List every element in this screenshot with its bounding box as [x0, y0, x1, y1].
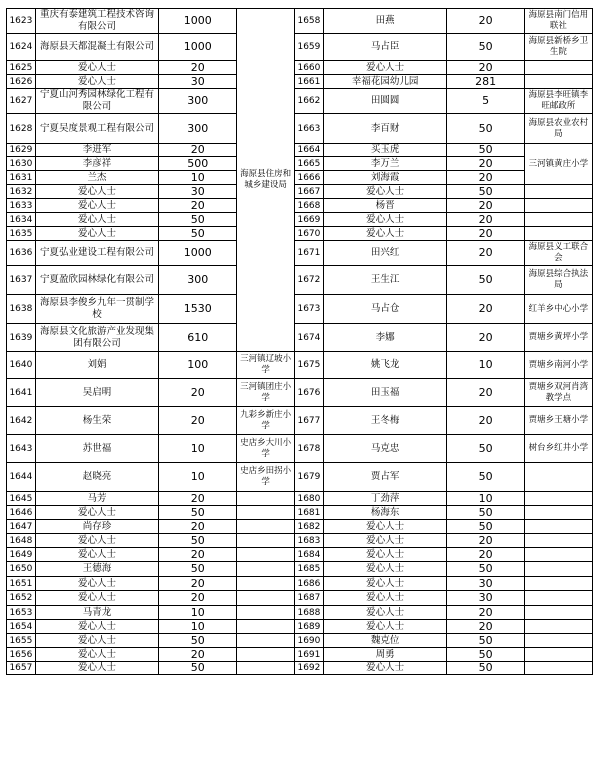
donor-name: 海原县文化旅游产业发现集团有限公司 [35, 324, 159, 352]
organizer-unit: 三河镇辽坡小学 [237, 352, 295, 379]
donor-name: 宁夏弘业建设工程有限公司 [35, 241, 159, 266]
donation-amount: 10 [447, 492, 524, 506]
donation-amount: 10 [159, 620, 237, 634]
organizer-unit-empty [524, 506, 592, 520]
donation-amount: 50 [447, 648, 524, 662]
donation-amount: 50 [447, 520, 524, 534]
table-row [7, 606, 593, 620]
entry-number: 1680 [295, 492, 324, 506]
donor-name: 贾占军 [323, 463, 447, 492]
donation-amount: 1000 [159, 241, 237, 266]
organizer-unit-empty [524, 577, 592, 591]
entry-number: 1664 [295, 144, 324, 157]
organizer-unit-empty [237, 548, 295, 562]
entry-number: 1649 [7, 548, 36, 562]
donor-name: 海原县天都混凝土有限公司 [35, 34, 159, 61]
donation-amount: 50 [159, 562, 237, 577]
donation-amount: 50 [447, 662, 524, 675]
organizer-unit: 三河镇团庄小学 [237, 379, 295, 407]
entry-number: 1634 [7, 213, 36, 227]
donor-name: 赵晓亮 [35, 463, 159, 492]
organizer-unit: 贾塘乡南河小学 [524, 352, 592, 379]
donation-amount: 20 [447, 324, 524, 352]
entry-number: 1678 [295, 435, 324, 463]
entry-number: 1642 [7, 407, 36, 435]
donor-name: 马芳 [35, 492, 159, 506]
donor-name: 苏世福 [35, 435, 159, 463]
donor-name: 幸福花园幼儿园 [323, 75, 447, 89]
entry-number: 1668 [295, 199, 324, 213]
donor-name: 田燕 [323, 9, 447, 34]
donation-amount: 20 [447, 620, 524, 634]
donor-name: 爱心人士 [323, 213, 447, 227]
donation-amount: 50 [159, 534, 237, 548]
donor-name: 爱心人士 [35, 506, 159, 520]
entry-number: 1676 [295, 379, 324, 407]
donor-name: 周勇 [323, 648, 447, 662]
donation-amount: 610 [159, 324, 237, 352]
donor-name: 爱心人士 [323, 520, 447, 534]
entry-number: 1632 [7, 185, 36, 199]
donor-name: 爱心人士 [323, 534, 447, 548]
entry-number: 1650 [7, 562, 36, 577]
table-row [7, 577, 593, 591]
organizer-unit-empty [524, 620, 592, 634]
organizer-unit-empty [237, 648, 295, 662]
entry-number: 1674 [295, 324, 324, 352]
donor-name: 爱心人士 [323, 577, 447, 591]
entry-number: 1666 [295, 171, 324, 185]
donor-name: 买玉虎 [323, 144, 447, 157]
table-row [7, 662, 593, 675]
donor-name: 杨晋 [323, 199, 447, 213]
donor-name: 丁劲萍 [323, 492, 447, 506]
entry-number: 1628 [7, 114, 36, 144]
table-row [7, 89, 593, 114]
entry-number: 1662 [295, 89, 324, 114]
donation-amount: 50 [159, 506, 237, 520]
donation-amount: 50 [447, 463, 524, 492]
donor-name: 李娜 [323, 324, 447, 352]
donation-amount: 10 [159, 606, 237, 620]
organizer-unit-empty [237, 577, 295, 591]
organizer-unit: 贾塘乡双河肖湾教学点 [524, 379, 592, 407]
entry-number: 1677 [295, 407, 324, 435]
donation-amount: 20 [447, 9, 524, 34]
donation-amount: 20 [447, 548, 524, 562]
entry-number: 1669 [295, 213, 324, 227]
entry-number: 1653 [7, 606, 36, 620]
organizer-unit: 九彩乡新庄小学 [237, 407, 295, 435]
organizer-unit-empty [237, 492, 295, 506]
donor-name: 爱心人士 [35, 548, 159, 562]
entry-number: 1635 [7, 227, 36, 241]
entry-number: 1630 [7, 157, 36, 171]
entry-number: 1665 [295, 157, 324, 171]
table-row [7, 591, 593, 606]
table-row [7, 520, 593, 534]
table-row [7, 266, 593, 295]
donation-amount: 10 [159, 463, 237, 492]
table-row [7, 506, 593, 520]
donation-amount: 20 [447, 534, 524, 548]
donation-amount: 50 [159, 227, 237, 241]
entry-number: 1681 [295, 506, 324, 520]
organizer-unit: 三河镇黄庄小学 [524, 144, 592, 185]
donor-name: 马克忠 [323, 435, 447, 463]
donor-name: 爱心人士 [35, 648, 159, 662]
entry-number: 1652 [7, 591, 36, 606]
entry-number: 1691 [295, 648, 324, 662]
organizer-unit-empty [524, 548, 592, 562]
entry-number: 1643 [7, 435, 36, 463]
donation-amount: 50 [159, 634, 237, 648]
organizer-unit-empty [237, 534, 295, 548]
organizer-unit-empty [524, 492, 592, 506]
entry-number: 1683 [295, 534, 324, 548]
donation-amount: 50 [447, 506, 524, 520]
donor-name: 李彦祥 [35, 157, 159, 171]
organizer-unit: 海原县李旺镇李旺邮政所 [524, 89, 592, 114]
donor-name: 魏克位 [323, 634, 447, 648]
table-row [7, 227, 593, 241]
organizer-unit-empty [524, 662, 592, 675]
organizer-unit: 海原县新桥乡卫生院 [524, 34, 592, 61]
organizer-unit-empty [524, 520, 592, 534]
organizer-unit-empty [524, 534, 592, 548]
donor-name: 吴启明 [35, 379, 159, 407]
donation-amount: 30 [159, 75, 237, 89]
donor-name: 爱心人士 [35, 213, 159, 227]
donation-amount: 50 [447, 185, 524, 199]
donation-amount: 30 [447, 591, 524, 606]
entry-number: 1663 [295, 114, 324, 144]
table-row [7, 463, 593, 492]
donation-amount: 50 [159, 213, 237, 227]
table-row [7, 634, 593, 648]
organizer-unit-empty [237, 620, 295, 634]
table-row [7, 171, 593, 185]
donation-amount: 1000 [159, 34, 237, 61]
entry-number: 1629 [7, 144, 36, 157]
organizer-unit-empty [237, 562, 295, 577]
entry-number: 1654 [7, 620, 36, 634]
donor-name: 姚飞龙 [323, 352, 447, 379]
table-row [7, 9, 593, 34]
entry-number: 1636 [7, 241, 36, 266]
entry-number: 1661 [295, 75, 324, 89]
donation-amount: 20 [447, 61, 524, 75]
donation-amount: 10 [159, 171, 237, 185]
entry-number: 1633 [7, 199, 36, 213]
donation-amount: 20 [159, 577, 237, 591]
donation-amount: 20 [447, 199, 524, 213]
table-row [7, 435, 593, 463]
donation-table [6, 8, 593, 675]
donor-name: 刘娟 [35, 352, 159, 379]
donor-name: 王德海 [35, 562, 159, 577]
donation-amount: 50 [447, 435, 524, 463]
entry-number: 1640 [7, 352, 36, 379]
entry-number: 1646 [7, 506, 36, 520]
table-row [7, 352, 593, 379]
donor-name: 马占臣 [323, 34, 447, 61]
entry-number: 1625 [7, 61, 36, 75]
organizer-unit-empty [524, 227, 592, 241]
entry-number: 1690 [295, 634, 324, 648]
donor-name: 爱心人士 [35, 75, 159, 89]
donor-name: 爱心人士 [35, 227, 159, 241]
organizer-unit: 史店乡大川小学 [237, 435, 295, 463]
entry-number: 1639 [7, 324, 36, 352]
organizer-unit: 海原县义工联合会 [524, 241, 592, 266]
organizer-unit-empty [237, 520, 295, 534]
table-row [7, 114, 593, 144]
entry-number: 1660 [295, 61, 324, 75]
entry-number: 1641 [7, 379, 36, 407]
entry-number: 1687 [295, 591, 324, 606]
entry-number: 1637 [7, 266, 36, 295]
entry-number: 1685 [295, 562, 324, 577]
entry-number: 1672 [295, 266, 324, 295]
donation-amount: 50 [447, 634, 524, 648]
donor-name: 爱心人士 [35, 185, 159, 199]
donor-name: 爱心人士 [323, 662, 447, 675]
entry-number: 1686 [295, 577, 324, 591]
donation-amount: 10 [159, 435, 237, 463]
donor-name: 爱心人士 [323, 606, 447, 620]
organizer-unit-empty [524, 634, 592, 648]
donor-name: 爱心人士 [323, 61, 447, 75]
donation-amount: 50 [447, 144, 524, 157]
donor-name: 爱心人士 [323, 227, 447, 241]
donor-name: 爱心人士 [323, 548, 447, 562]
table-row [7, 157, 593, 171]
donation-amount: 50 [447, 34, 524, 61]
donor-name: 杨海东 [323, 506, 447, 520]
donation-amount: 20 [447, 379, 524, 407]
entry-number: 1656 [7, 648, 36, 662]
organizer-unit-empty [237, 662, 295, 675]
entry-number: 1659 [295, 34, 324, 61]
entry-number: 1655 [7, 634, 36, 648]
entry-number: 1692 [295, 662, 324, 675]
donor-name: 爱心人士 [35, 199, 159, 213]
donor-name: 刘海霞 [323, 171, 447, 185]
donation-amount: 10 [447, 352, 524, 379]
donor-name: 海原县李俊乡九年一贯制学校 [35, 295, 159, 324]
donation-amount: 20 [159, 61, 237, 75]
donation-amount: 300 [159, 89, 237, 114]
entry-number: 1675 [295, 352, 324, 379]
donation-amount: 30 [447, 577, 524, 591]
entry-number: 1623 [7, 9, 36, 34]
donor-name: 爱心人士 [323, 620, 447, 634]
organizer-unit-empty [524, 562, 592, 577]
donation-amount: 50 [447, 266, 524, 295]
entry-number: 1624 [7, 34, 36, 61]
donation-amount: 20 [447, 241, 524, 266]
donation-amount: 20 [159, 648, 237, 662]
organizer-unit-empty [237, 591, 295, 606]
donation-rows [7, 9, 593, 675]
organizer-unit-empty [237, 606, 295, 620]
table-row [7, 324, 593, 352]
donor-name: 爱心人士 [35, 634, 159, 648]
donation-amount: 20 [447, 606, 524, 620]
table-row [7, 492, 593, 506]
donor-name: 田玉福 [323, 379, 447, 407]
donor-name: 爱心人士 [35, 591, 159, 606]
entry-number: 1673 [295, 295, 324, 324]
donor-name: 重庆有泰建筑工程技术咨询有限公司 [35, 9, 159, 34]
entry-number: 1648 [7, 534, 36, 548]
donation-amount: 50 [447, 114, 524, 144]
donation-amount: 300 [159, 266, 237, 295]
organizer-unit: 海原县住房和城乡建设局 [237, 9, 295, 352]
organizer-unit-empty [524, 463, 592, 492]
donor-name: 田兴红 [323, 241, 447, 266]
entry-number: 1658 [295, 9, 324, 34]
donation-amount: 20 [447, 227, 524, 241]
table-row [7, 620, 593, 634]
donor-name: 爱心人士 [323, 591, 447, 606]
table-row [7, 185, 593, 199]
donation-amount: 1530 [159, 295, 237, 324]
entry-number: 1651 [7, 577, 36, 591]
organizer-unit-empty [524, 75, 592, 89]
donor-name: 王生江 [323, 266, 447, 295]
table-row [7, 75, 593, 89]
donation-amount: 20 [447, 213, 524, 227]
entry-number: 1689 [295, 620, 324, 634]
entry-number: 1671 [295, 241, 324, 266]
donation-amount: 281 [447, 75, 524, 89]
donation-amount: 50 [159, 662, 237, 675]
donation-amount: 20 [447, 157, 524, 171]
organizer-unit-empty [524, 213, 592, 227]
donor-name: 爱心人士 [35, 662, 159, 675]
organizer-unit-empty [237, 634, 295, 648]
donation-amount: 20 [447, 407, 524, 435]
donor-name: 田圆圆 [323, 89, 447, 114]
donor-name: 杨生荣 [35, 407, 159, 435]
donor-name: 宁夏山河秀园林绿化工程有限公司 [35, 89, 159, 114]
donor-name: 马青龙 [35, 606, 159, 620]
table-row [7, 213, 593, 227]
donation-amount: 20 [447, 295, 524, 324]
entry-number: 1631 [7, 171, 36, 185]
organizer-unit-empty [524, 591, 592, 606]
table-row [7, 562, 593, 577]
donation-amount: 20 [159, 548, 237, 562]
organizer-unit-empty [524, 61, 592, 75]
entry-number: 1627 [7, 89, 36, 114]
table-row [7, 407, 593, 435]
organizer-unit-empty [524, 199, 592, 213]
entry-number: 1638 [7, 295, 36, 324]
donation-amount: 20 [159, 379, 237, 407]
donation-amount: 5 [447, 89, 524, 114]
donation-amount: 20 [159, 144, 237, 157]
donation-amount: 20 [159, 407, 237, 435]
donor-name: 爱心人士 [323, 562, 447, 577]
table-row [7, 241, 593, 266]
table-row [7, 295, 593, 324]
donation-amount: 300 [159, 114, 237, 144]
table-row [7, 199, 593, 213]
donor-name: 李万兰 [323, 157, 447, 171]
entry-number: 1679 [295, 463, 324, 492]
organizer-unit: 海原县农业农村局 [524, 114, 592, 144]
table-row [7, 34, 593, 61]
entry-number: 1645 [7, 492, 36, 506]
organizer-unit-empty [237, 506, 295, 520]
organizer-unit: 贾塘乡王塘小学 [524, 407, 592, 435]
donation-amount: 20 [159, 520, 237, 534]
entry-number: 1684 [295, 548, 324, 562]
donation-amount: 100 [159, 352, 237, 379]
donor-name: 爱心人士 [323, 185, 447, 199]
donor-name: 爱心人士 [35, 577, 159, 591]
table-row [7, 379, 593, 407]
organizer-unit-empty [524, 606, 592, 620]
donation-amount: 20 [159, 199, 237, 213]
organizer-unit-empty [524, 648, 592, 662]
organizer-unit: 贾塘乡黄坪小学 [524, 324, 592, 352]
donor-name: 宁夏吴度景观工程有限公司 [35, 114, 159, 144]
donor-name: 李百财 [323, 114, 447, 144]
donation-amount: 30 [159, 185, 237, 199]
donation-amount: 20 [159, 492, 237, 506]
donation-amount: 500 [159, 157, 237, 171]
table-row [7, 648, 593, 662]
table-row [7, 144, 593, 157]
donor-name: 爱心人士 [35, 534, 159, 548]
entry-number: 1644 [7, 463, 36, 492]
organizer-unit: 海原县综合执法局 [524, 266, 592, 295]
organizer-unit: 史店乡田拐小学 [237, 463, 295, 492]
organizer-unit-empty [524, 185, 592, 199]
donor-name: 尚存珍 [35, 520, 159, 534]
donor-name: 李进军 [35, 144, 159, 157]
table-row [7, 61, 593, 75]
donor-name: 宁夏盈欣园林绿化有限公司 [35, 266, 159, 295]
donor-name: 马占仓 [323, 295, 447, 324]
donor-name: 王冬梅 [323, 407, 447, 435]
donation-amount: 1000 [159, 9, 237, 34]
entry-number: 1657 [7, 662, 36, 675]
donor-name: 爱心人士 [35, 620, 159, 634]
donation-amount: 20 [447, 171, 524, 185]
donation-amount: 20 [159, 591, 237, 606]
entry-number: 1626 [7, 75, 36, 89]
entry-number: 1670 [295, 227, 324, 241]
organizer-unit: 红羊乡中心小学 [524, 295, 592, 324]
entry-number: 1647 [7, 520, 36, 534]
entry-number: 1688 [295, 606, 324, 620]
donor-name: 兰杰 [35, 171, 159, 185]
organizer-unit: 海原县南门信用联社 [524, 9, 592, 34]
organizer-unit: 树台乡红井小学 [524, 435, 592, 463]
entry-number: 1682 [295, 520, 324, 534]
table-row [7, 548, 593, 562]
entry-number: 1667 [295, 185, 324, 199]
donor-name: 爱心人士 [35, 61, 159, 75]
table-row [7, 534, 593, 548]
donation-amount: 50 [447, 562, 524, 577]
